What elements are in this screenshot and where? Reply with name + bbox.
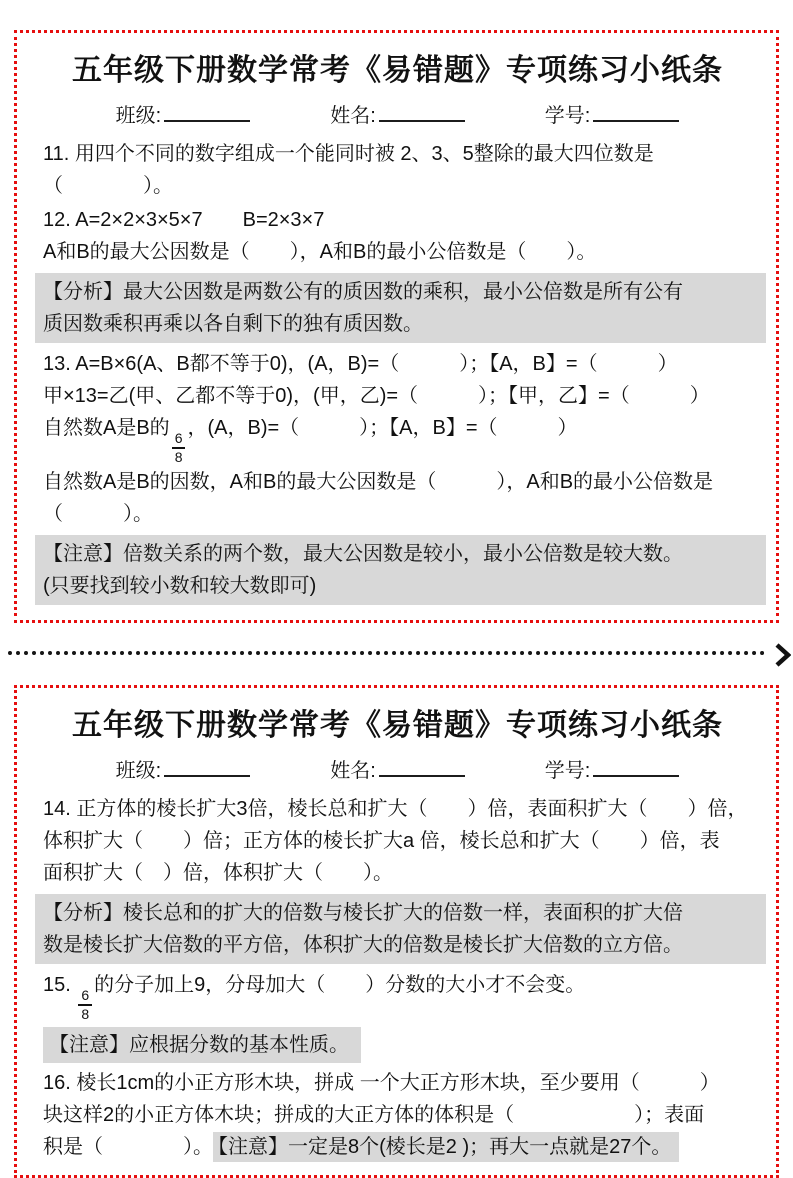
fill-in-blank-line	[164, 104, 250, 122]
question-13-block	[43, 348, 752, 530]
text-line	[43, 570, 752, 602]
field-label: 班级:	[115, 105, 162, 127]
fraction-numerator: 6	[78, 988, 92, 1006]
question-text: 积是（ ）。	[43, 1135, 213, 1158]
text-line	[43, 793, 752, 825]
question-15-block	[43, 969, 752, 1023]
text-line	[43, 969, 752, 1023]
field-student-id	[545, 754, 680, 783]
page-title: 五年级下册数学常考《易错题》专项练习小纸条	[72, 708, 723, 742]
dotted-line	[8, 651, 765, 655]
field-label: 姓名:	[330, 105, 376, 127]
question-text: 12. A=2×2×3×5×7 B=2×3×7	[43, 209, 325, 231]
text-line	[43, 412, 752, 466]
note-13-block	[35, 535, 766, 605]
text-line	[43, 825, 752, 857]
text-line	[43, 276, 752, 308]
text-line	[43, 1131, 752, 1163]
question-text: 甲×13=乙(甲、乙都不等于0)，(甲，乙)=（ ）；【甲，乙】=（ ）	[43, 385, 710, 407]
field-label: 学号:	[544, 105, 591, 127]
fill-in-blank-line	[593, 104, 679, 122]
question-text: 15.	[43, 973, 77, 996]
text-line	[43, 498, 752, 530]
analysis-14-block	[35, 894, 766, 964]
worksheet-page	[0, 30, 793, 1158]
question-text: 14. 正方体的棱长扩大3倍，棱长总和扩大（ ）倍，表面积扩大（ ）倍，	[43, 797, 748, 820]
fraction-numerator: 6	[172, 431, 186, 449]
note-15-block	[43, 1025, 752, 1065]
fill-in-blank-line	[593, 759, 679, 777]
text-line	[43, 538, 752, 570]
question-text: 体积扩大（ ）倍；正方体的棱长扩大a 倍，棱长总和扩大（ ）倍，表	[43, 829, 720, 852]
field-label: 班级:	[115, 759, 162, 782]
text-line	[43, 204, 752, 236]
question-text: 【注意】倍数关系的两个数，最大公因数是较小，最小公倍数是较大数。	[43, 542, 683, 565]
fill-in-blank-line	[379, 104, 465, 122]
question-text: 【分析】棱长总和的扩大的倍数与棱长扩大的倍数一样，表面积的扩大倍	[43, 901, 683, 924]
question-text: ，(A，B)=（ ）；【A，B】=（ ）	[187, 417, 578, 439]
text-line	[43, 929, 752, 961]
question-text: 【分析】最大公因数是两数公有的质因数的乘积，最小公倍数是所有公有	[43, 281, 683, 303]
question-text: 数是棱长扩大倍数的平方倍，体积扩大的倍数是棱长扩大倍数的立方倍。	[43, 933, 683, 956]
field-name	[330, 99, 465, 128]
field-name	[330, 754, 465, 783]
text-line	[43, 1067, 752, 1099]
question-text: （ ）。	[43, 175, 173, 197]
text-line	[43, 138, 752, 170]
student-info-row	[43, 99, 752, 128]
text-line	[43, 348, 752, 380]
text-line	[43, 897, 752, 929]
inline-note: 【注意】一定是8个(棱长是2 )；再大一点就是27个。	[213, 1132, 679, 1162]
text-line	[43, 170, 752, 202]
text-line	[43, 1099, 752, 1131]
question-text: 质因数乘积再乘以各自剩下的独有质因数。	[43, 313, 423, 335]
worksheet-section-2	[14, 685, 779, 1178]
field-class	[116, 99, 251, 128]
field-student-id	[545, 99, 680, 128]
question-text: (只要找到较小数和较大数即可)	[43, 574, 317, 597]
fraction-denominator: 8	[174, 449, 183, 466]
scissors-cut-line	[0, 623, 793, 685]
text-line	[43, 236, 752, 268]
question-text: 自然数A是B的	[43, 417, 170, 439]
question-text: 11. 用四个不同的数字组成一个能同时被 2、3、5整除的最大四位数是	[43, 143, 654, 165]
fill-in-blank-line	[379, 759, 465, 777]
text-line	[43, 308, 752, 340]
question-12-block	[43, 204, 752, 268]
fill-in-blank-line	[164, 759, 250, 777]
highlight-note	[43, 1027, 361, 1063]
fraction	[172, 431, 186, 466]
text-line	[43, 1025, 752, 1065]
question-text: 面积扩大（ ）倍，体积扩大（ ）。	[43, 861, 393, 884]
worksheet-section-1	[14, 30, 779, 623]
cut-arrow-icon	[774, 642, 791, 672]
question-text: 【注意】应根据分数的基本性质。	[49, 1033, 349, 1056]
field-class	[116, 754, 251, 783]
question-text: 的分子加上9，分母加大（ ）分数的大小才不会变。	[94, 973, 586, 996]
question-14-block	[43, 793, 752, 889]
question-11-block	[43, 138, 752, 202]
analysis-12-block	[35, 273, 766, 343]
question-text: 块这样2的小正方体木块；拼成的大正方体的体积是（ ）；表面	[43, 1103, 705, 1126]
page-title: 五年级下册数学常考《易错题》专项练习小纸条	[72, 54, 723, 87]
question-text: （ ）。	[43, 502, 153, 525]
text-line	[43, 466, 752, 498]
question-text: 自然数A是B的因数，A和B的最大公因数是（ ），A和B的最小公倍数是	[43, 470, 714, 493]
text-line	[43, 380, 752, 412]
text-line	[43, 857, 752, 889]
fraction	[78, 988, 92, 1023]
question-text: 16. 棱长1cm的小正方形木块，拼成 一个大正方形木块，至少要用（ ）	[43, 1071, 720, 1094]
question-text: 13. A=B×6(A、B都不等于0)，(A，B)=（ ）；【A，B】=（ ）	[43, 353, 678, 375]
question-16-block	[43, 1067, 752, 1163]
field-label: 姓名:	[330, 759, 376, 782]
field-label: 学号:	[544, 759, 591, 782]
student-info-row	[43, 754, 752, 783]
fraction-denominator: 8	[81, 1006, 90, 1023]
question-text: A和B的最大公因数是（ ），A和B的最小公倍数是（ ）。	[43, 241, 597, 263]
